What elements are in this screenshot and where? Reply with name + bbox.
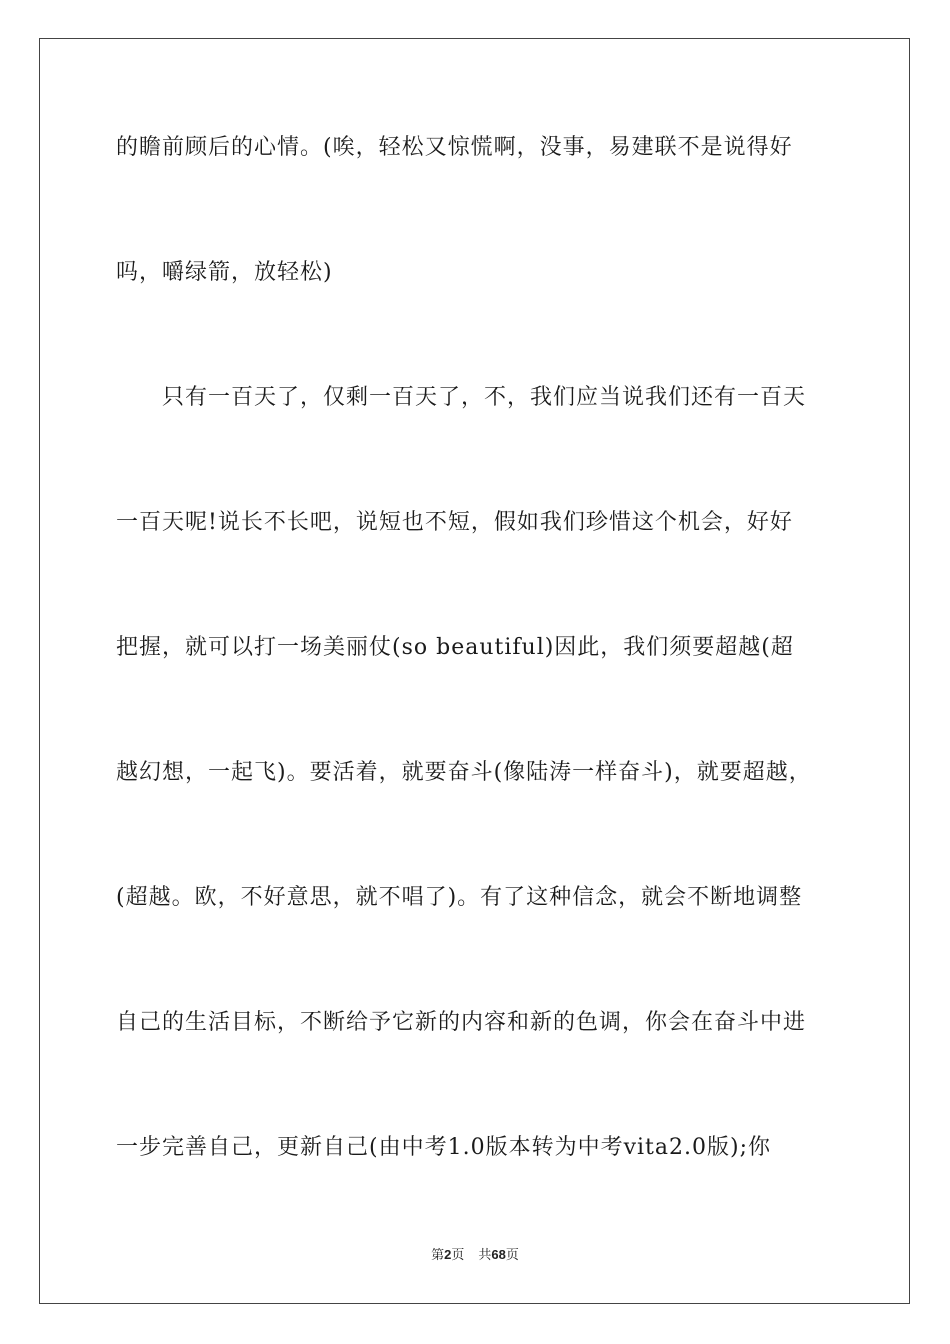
paragraph-first-line: 只有一百天了，仅剩一百天了，不，我们应当说我们还有一百天: [162, 385, 807, 410]
page-footer: [0, 1246, 950, 1265]
text-line: 一步完善自己，更新自己(由中考1.0版本转为中考vita2.0版);你: [116, 1135, 771, 1160]
page-suffix: 页: [451, 1248, 465, 1263]
page-border: [39, 38, 910, 1304]
page-prefix: 第: [431, 1248, 445, 1263]
text-line: (超越。欧，不好意思，就不唱了)。有了这种信念，就会不断地调整: [116, 885, 803, 910]
text-line: 一百天呢!说长不长吧，说短也不短，假如我们珍惜这个机会，好好: [116, 510, 793, 535]
text-line: 的瞻前顾后的心情。(唉，轻松又惊慌啊，没事，易建联不是说得好: [116, 135, 793, 160]
text-line: 自己的生活目标，不断给予它新的内容和新的色调，你会在奋斗中进: [116, 1010, 807, 1035]
total-prefix: 共: [478, 1248, 492, 1263]
text-line: 把握，就可以打一场美丽仗(so beautiful)因此，我们须要超越(超: [116, 635, 794, 660]
text-line: 吗，嚼绿箭，放轻松): [116, 260, 333, 285]
total-suffix: 页: [505, 1248, 519, 1263]
text-line: 越幻想，一起飞)。要活着，就要奋斗(像陆涛一样奋斗)，就要超越，: [116, 760, 812, 785]
page-number: 2: [444, 1247, 452, 1262]
total-pages: 68: [491, 1247, 506, 1262]
